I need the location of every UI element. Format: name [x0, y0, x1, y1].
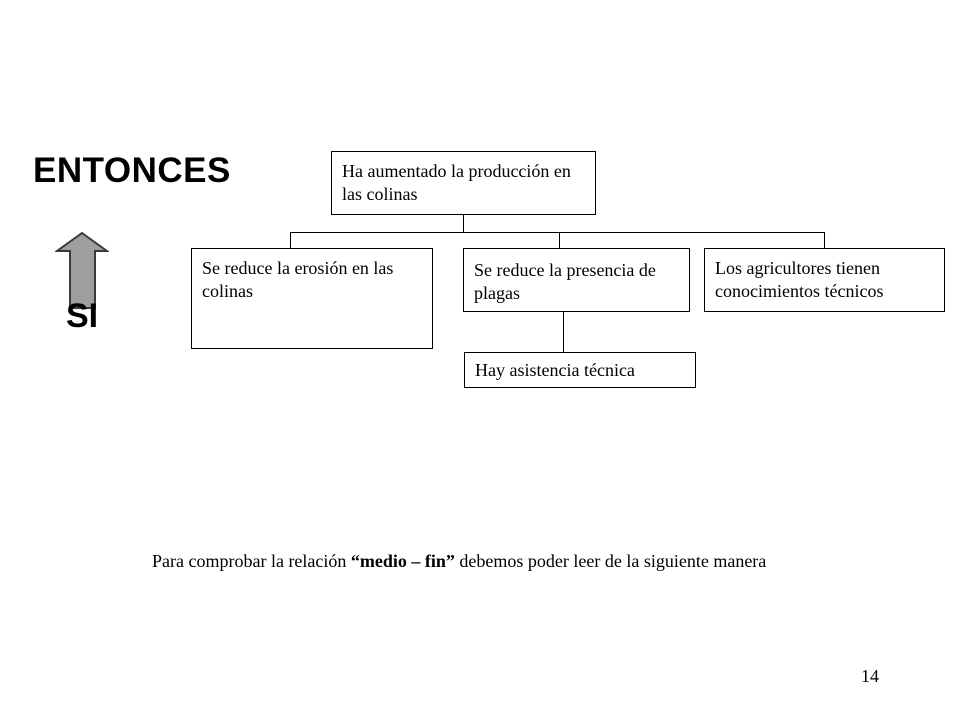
box-middle-center — [463, 248, 690, 312]
box-middle-right — [704, 248, 945, 312]
caption — [152, 551, 766, 572]
connector-top-stem — [463, 215, 464, 232]
connector-right-drop — [824, 232, 825, 248]
box-top-goal — [331, 151, 596, 215]
box-middle-left-text: Se reduce la erosión en las colinas — [202, 258, 394, 301]
box-bottom — [464, 352, 696, 388]
box-top-goal-text: Ha aumentado la producción en las colinas — [342, 161, 571, 204]
label-si: SI — [66, 297, 99, 335]
connector-branch-bar — [290, 232, 825, 233]
box-middle-left — [191, 248, 433, 349]
connector-center-drop — [559, 232, 560, 248]
caption-before: Para comprobar la relación — [152, 551, 351, 571]
caption-emphasis: “medio – fin” — [350, 551, 455, 571]
box-middle-center-text: Se reduce la presencia de plagas — [474, 260, 656, 303]
heading-entonces: ENTONCES — [33, 151, 231, 190]
caption-after: debemos poder leer de la siguiente manera — [454, 551, 767, 571]
box-bottom-text: Hay asistencia técnica — [475, 360, 635, 380]
connector-bottom-stem — [563, 312, 564, 352]
page-number: 14 — [861, 666, 879, 686]
connector-left-drop — [290, 232, 291, 248]
box-middle-right-text: Los agricultores tienen conocimientos técnicos — [715, 258, 884, 301]
